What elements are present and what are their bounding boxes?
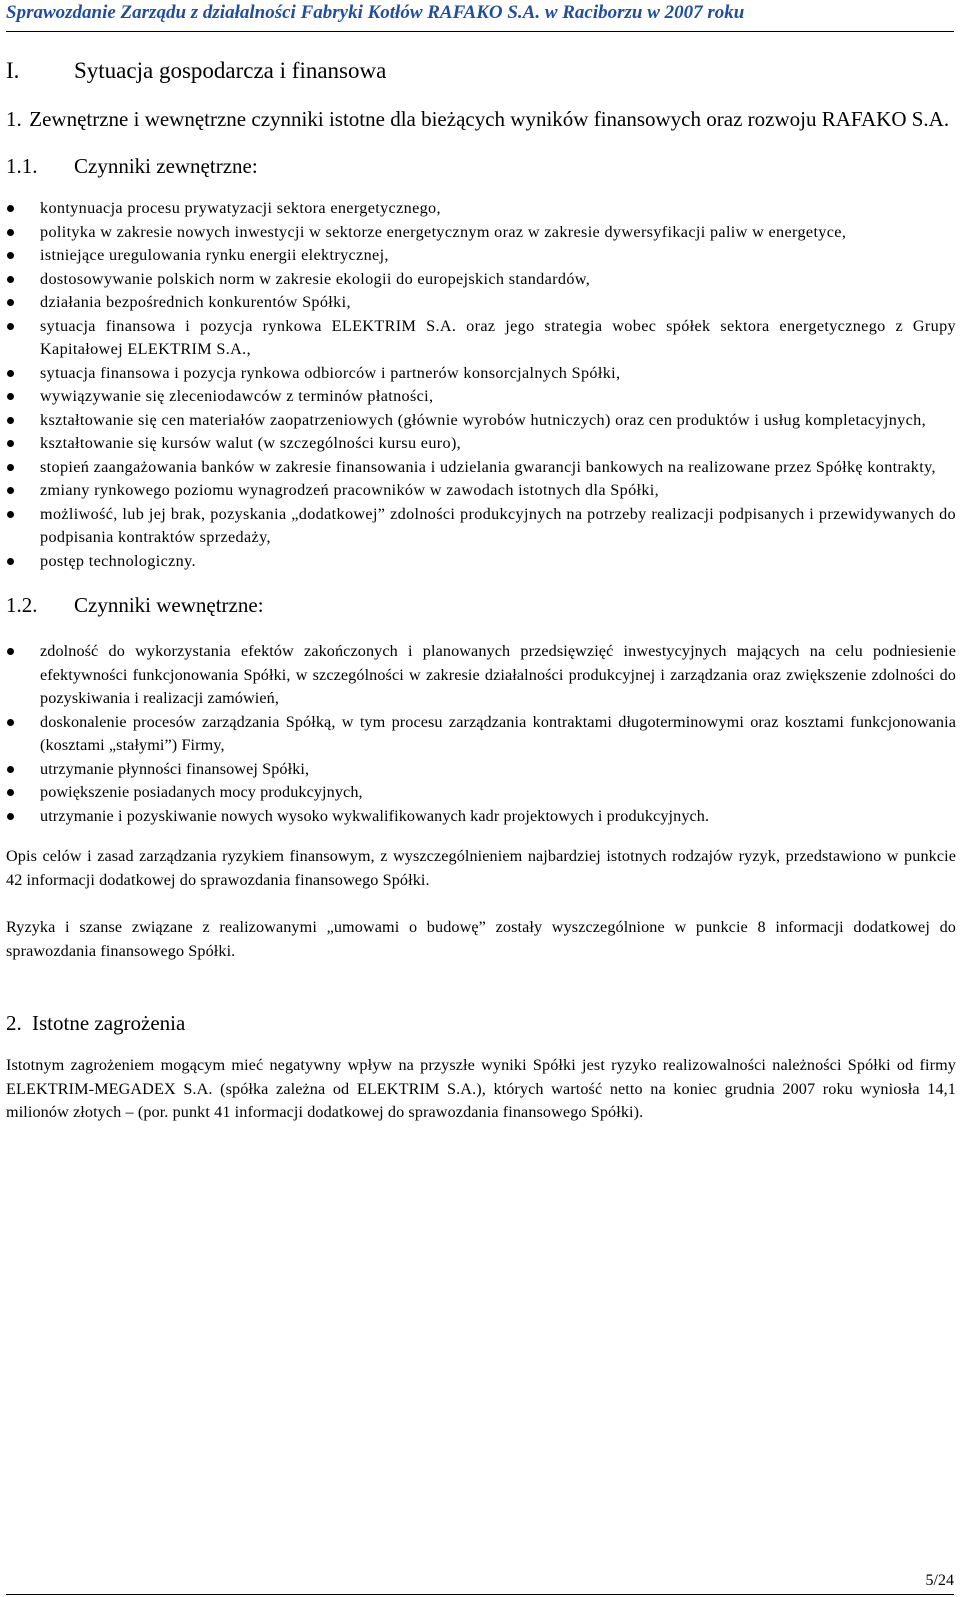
list-item-text: kształtowanie się kursów walut (w szczególności kursu euro), [40, 434, 462, 452]
subsection-number: 1.1. [6, 154, 38, 178]
bullet-icon [7, 370, 14, 377]
bullet-icon [7, 719, 14, 726]
list-item-text: sytuacja finansowa i pozycja rynkowa odbiorców i partnerów konsorcjalnych Spółki, [40, 363, 621, 382]
bullet-icon [7, 252, 14, 259]
section-2-heading [6, 1011, 956, 1036]
list-item [6, 640, 956, 711]
internal-factors-list [6, 640, 956, 828]
list-item [6, 197, 956, 221]
bullet-icon [7, 393, 14, 400]
list-item [6, 291, 956, 315]
page-number: 5/24 [925, 1572, 954, 1589]
section-title: Sytuacja gospodarcza i finansowa [74, 58, 387, 83]
section-1-heading [6, 58, 956, 84]
subsection-title: Czynniki zewnętrzne: [74, 154, 258, 178]
bullet-icon [7, 276, 14, 283]
bullet-icon [7, 487, 14, 494]
list-item [6, 781, 956, 805]
bullet-icon [7, 789, 14, 796]
list-item-text: dostosowywanie polskich norm w zakresie ekologii do europejskich standardów, [40, 269, 591, 288]
section-title: Istotne zagrożenia [32, 1011, 186, 1035]
subsection-1-2-heading [6, 593, 956, 618]
bullet-icon [7, 464, 14, 471]
list-item [6, 758, 956, 782]
list-item-text: kształtowanie się cen materiałów zaopatrzeniowych (głównie wyrobów hutniczych) oraz cen produktów i usług kompletacyjnych, [40, 410, 926, 429]
list-item [6, 503, 956, 550]
list-item [6, 711, 956, 758]
list-item [6, 409, 956, 433]
threats-paragraph: Istotnym zagrożeniem mogącym mieć negatywny wpływ na przyszłe wyniki Spółki jest ryzyko realizowalności należności Spółki od firmy ELEKTRIM-MEGADEX S.A. (spółka zależna od ELEKTRIM S.A.), których wartość netto na koniec grudnia 2007 roku wyniosła 14,1 milionów złotych – (por. punkt 41 informacji dodatkowej do sprawozdania finansowego Spółki). [6, 1056, 956, 1121]
list-item [6, 432, 956, 456]
list-item-text: stopień zaangażowania banków w zakresie finansowania i udzielania gwarancji bankowych na realizowane przez Spółkę kontrakty, [40, 457, 936, 476]
list-item-text: zdolność do wykorzystania efektów zakończonych i planowanych przedsięwzięć inwestycyjnych mających na celu podniesienie efektywności funkcjonowania Spółki, w szczególności w zakresie działalności produkcyjnej i zarządzania oraz zwiększenie zdolności do pozyskiwania i realizacji zamówień, [40, 642, 956, 707]
bullet-icon [7, 323, 14, 330]
list-item [6, 385, 956, 409]
contracts-paragraph: Ryzyka i szanse związane z realizowanymi „umowami o budowę” zostały wyszczególnione w punkcie 8 informacji dodatkowej do sprawozdania finansowego Spółki. [6, 918, 956, 960]
bullet-icon [7, 558, 14, 565]
bullet-icon [7, 766, 14, 773]
list-item-text: wywiązywanie się zleceniodawców z terminów płatności, [40, 387, 434, 405]
bullet-icon [7, 205, 14, 212]
list-item [6, 244, 956, 268]
subsection-number: 1. [6, 107, 22, 131]
list-item [6, 268, 956, 292]
subsection-1-1-heading [6, 154, 956, 179]
bullet-icon [7, 511, 14, 518]
list-item [6, 805, 956, 829]
list-item-text: utrzymanie płynności finansowej Spółki, [40, 759, 310, 778]
list-item-text: istniejące uregulowania rynku energii elektrycznej, [40, 246, 389, 264]
list-item-text: możliwość, lub jej brak, pozyskania „dodatkowej” zdolności produkcyjnych na potrzeby realizacji podpisanych i przewidywanych do podpisania kontraktów sprzedaży, [40, 504, 956, 546]
bullet-icon [7, 229, 14, 236]
bullet-icon [7, 648, 14, 655]
list-item [6, 315, 956, 362]
footer-rule [6, 1594, 954, 1595]
risk-paragraph: Opis celów i zasad zarządzania ryzykiem finansowym, z wyszczególnieniem najbardziej istotnych rodzajów ryzyk, przedstawiono w punkcie 42 informacji dodatkowej do sprawozdania finansowego Spółki. [6, 847, 956, 889]
subsection-title: Zewnętrzne i wewnętrzne czynniki istotne dla bieżących wyników finansowych oraz rozwoju RAFAKO S.A. [29, 107, 950, 131]
list-item-text: działania bezpośrednich konkurentów Spółki, [40, 293, 351, 311]
bullet-icon [7, 813, 14, 820]
document-body [6, 58, 956, 1125]
list-item-text: kontynuacja procesu prywatyzacji sektora energetycznego, [40, 199, 441, 217]
list-item [6, 362, 956, 386]
list-item-text: utrzymanie i pozyskiwanie nowych wysoko wykwalifikowanych kadr projektowych i produkcyjnych. [40, 806, 710, 825]
list-item [6, 221, 956, 245]
bullet-icon [7, 440, 14, 447]
list-item-text: sytuacja finansowa i pozycja rynkowa ELEKTRIM S.A. oraz jego strategia wobec spółek sektora energetycznego z Grupy Kapitałowej ELEKTRIM S.A., [40, 316, 956, 358]
list-item-text: postęp technologiczny. [40, 551, 196, 570]
subsection-1-heading [6, 106, 956, 132]
list-item [6, 550, 956, 574]
subsection-title: Czynniki wewnętrzne: [74, 593, 264, 617]
list-item-text: polityka w zakresie nowych inwestycji w sektorze energetycznym oraz w zakresie dywersyfikacji paliw w energetyce, [40, 222, 847, 241]
section-number: I. [6, 58, 20, 83]
page-header: Sprawozdanie Zarządu z działalności Fabryki Kotłów RAFAKO S.A. w Raciborzu w 2007 roku [6, 2, 954, 32]
list-item [6, 479, 956, 503]
list-item-text: powiększenie posiadanych mocy produkcyjnych, [40, 783, 363, 801]
list-item-text: zmiany rynkowego poziomu wynagrodzeń pracowników w zawodach istotnych dla Spółki, [40, 481, 660, 499]
bullet-icon [7, 417, 14, 424]
bullet-icon [7, 299, 14, 306]
subsection-number: 1.2. [6, 593, 38, 617]
list-item [6, 456, 956, 480]
external-factors-list [6, 197, 956, 573]
list-item-text: doskonalenie procesów zarządzania Spółką, w tym procesu zarządzania kontraktami długoterminowymi oraz kosztami funkcjonowania (kosztami „stałymi”) Firmy, [40, 712, 956, 754]
section-number: 2. [6, 1011, 22, 1035]
